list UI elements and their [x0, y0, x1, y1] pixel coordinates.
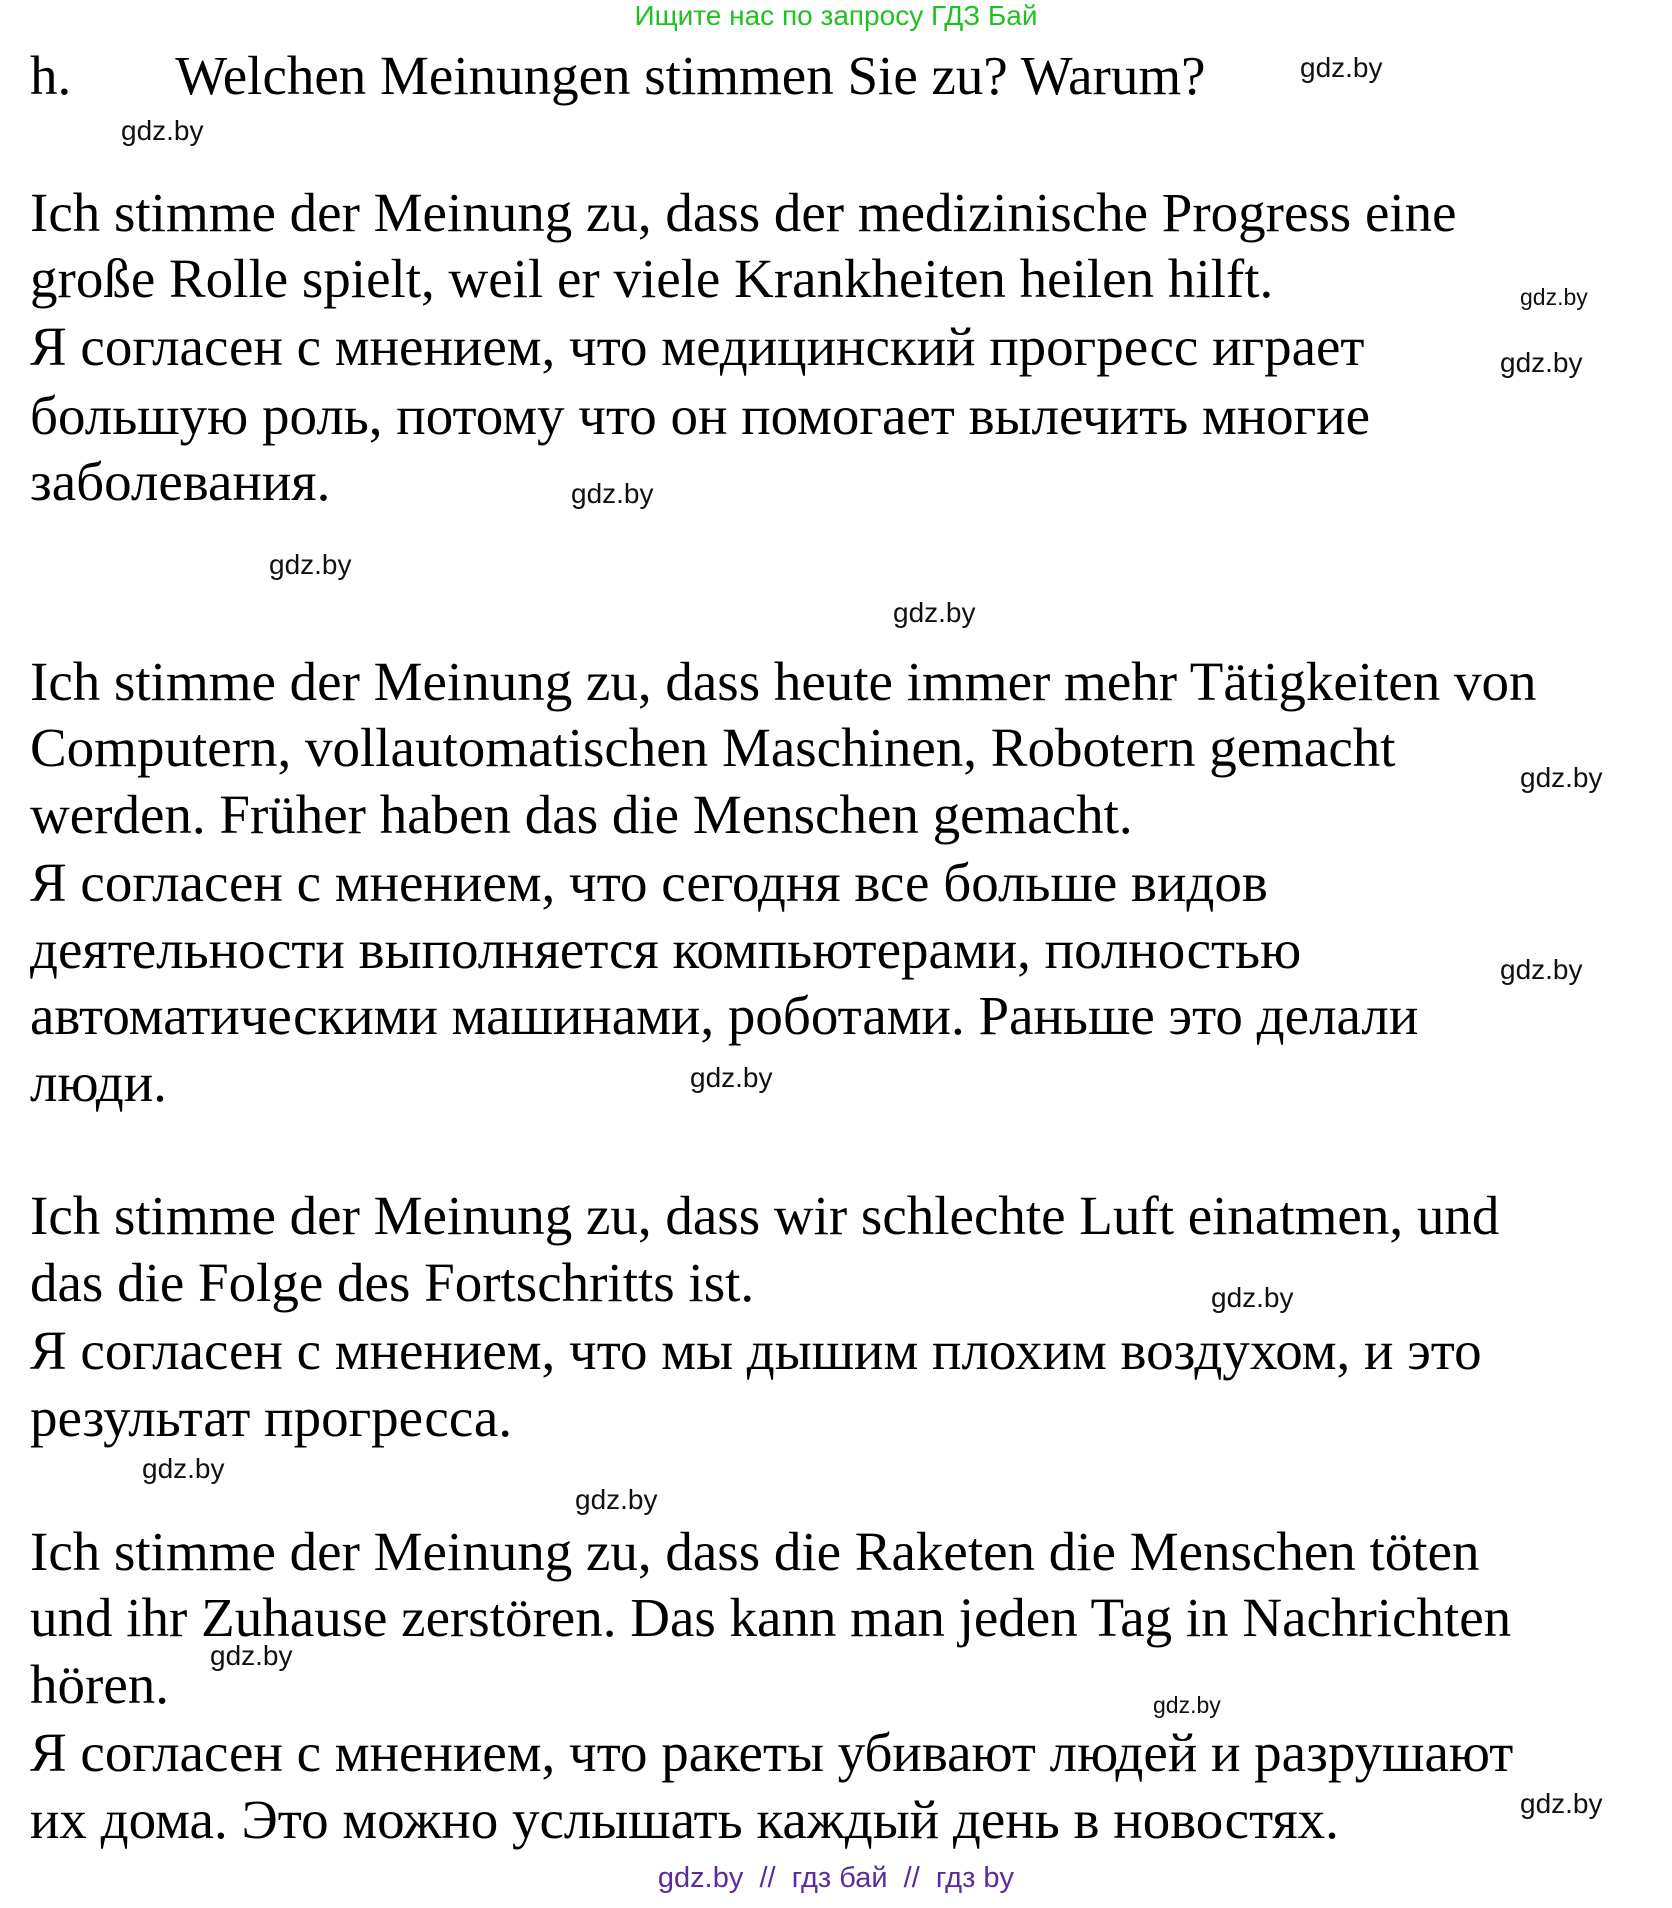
- watermark: gdz.by: [1520, 284, 1588, 310]
- text-line: Ich stimme der Meinung zu, dass heute immer mehr Tätigkeiten von: [30, 651, 1537, 712]
- watermark: gdz.by: [893, 597, 976, 628]
- task-letter: h.: [30, 45, 72, 106]
- watermark: gdz.by: [690, 1062, 773, 1093]
- task-question: Welchen Meinungen stimmen Sie zu? Warum?: [175, 45, 1206, 106]
- watermark: gdz.by: [121, 115, 204, 146]
- text-line: результат прогресса.: [30, 1387, 513, 1448]
- text-line: Ich stimme der Meinung zu, dass wir schlechte Luft einatmen, und: [30, 1185, 1500, 1246]
- text-line: деятельности выполняется компьютерами, полностью: [30, 919, 1302, 980]
- text-line: große Rolle spielt, weil er viele Krankheiten heilen hilft.: [30, 248, 1274, 309]
- text-line: Я согласен с мнением, что сегодня все больше видов: [30, 852, 1268, 913]
- text-line: автоматическими машинами, роботами. Раньше это делали: [30, 985, 1419, 1046]
- text-line: люди.: [30, 1052, 167, 1113]
- text-line: Ich stimme der Meinung zu, dass die Raketen die Menschen töten: [30, 1521, 1480, 1582]
- watermark: gdz.by: [210, 1640, 293, 1671]
- watermark: gdz.by: [1211, 1282, 1294, 1313]
- text-line: Computern, vollautomatischen Maschinen, Robotern gemacht: [30, 717, 1396, 778]
- watermark: gdz.by: [1520, 762, 1603, 793]
- text-line: und ihr Zuhause zerstören. Das kann man jeden Tag in Nachrichten: [30, 1587, 1512, 1648]
- watermark: gdz.by: [1153, 1692, 1221, 1718]
- watermark: gdz.by: [1500, 954, 1583, 985]
- text-line: большую роль, потому что он помогает вылечить многие: [30, 385, 1371, 446]
- text-line: Ich stimme der Meinung zu, dass der medizinische Progress eine: [30, 182, 1457, 243]
- text-line: Я согласен с мнением, что ракеты убивают людей и разрушают: [30, 1722, 1514, 1783]
- watermark: gdz.by: [269, 549, 352, 580]
- watermark: gdz.by: [1300, 52, 1383, 83]
- text-line: das die Folge des Fortschritts ist.: [30, 1252, 755, 1313]
- task-heading: [30, 44, 1206, 108]
- watermark: gdz.by: [575, 1484, 658, 1515]
- text-line: Я согласен с мнением, что медицинский прогресс играет: [30, 316, 1365, 377]
- text-line: werden. Früher haben das die Menschen gemacht.: [30, 784, 1133, 845]
- text-line: Я согласен с мнением, что мы дышим плохим воздухом, и это: [30, 1320, 1482, 1381]
- watermark: gdz.by: [571, 478, 654, 509]
- text-line: hören.: [30, 1654, 169, 1715]
- footer-links[interactable]: gdz.by // гдз бай // гдз by: [657, 1862, 1015, 1894]
- search-hint-banner[interactable]: Ищите нас по запросу ГДЗ Бай: [634, 0, 1038, 31]
- text-line: заболевания.: [30, 451, 331, 512]
- watermark: gdz.by: [1520, 1788, 1603, 1819]
- watermark: gdz.by: [1500, 347, 1583, 378]
- text-line: их дома. Это можно услышать каждый день в новостях.: [30, 1789, 1339, 1850]
- watermark: gdz.by: [142, 1453, 225, 1484]
